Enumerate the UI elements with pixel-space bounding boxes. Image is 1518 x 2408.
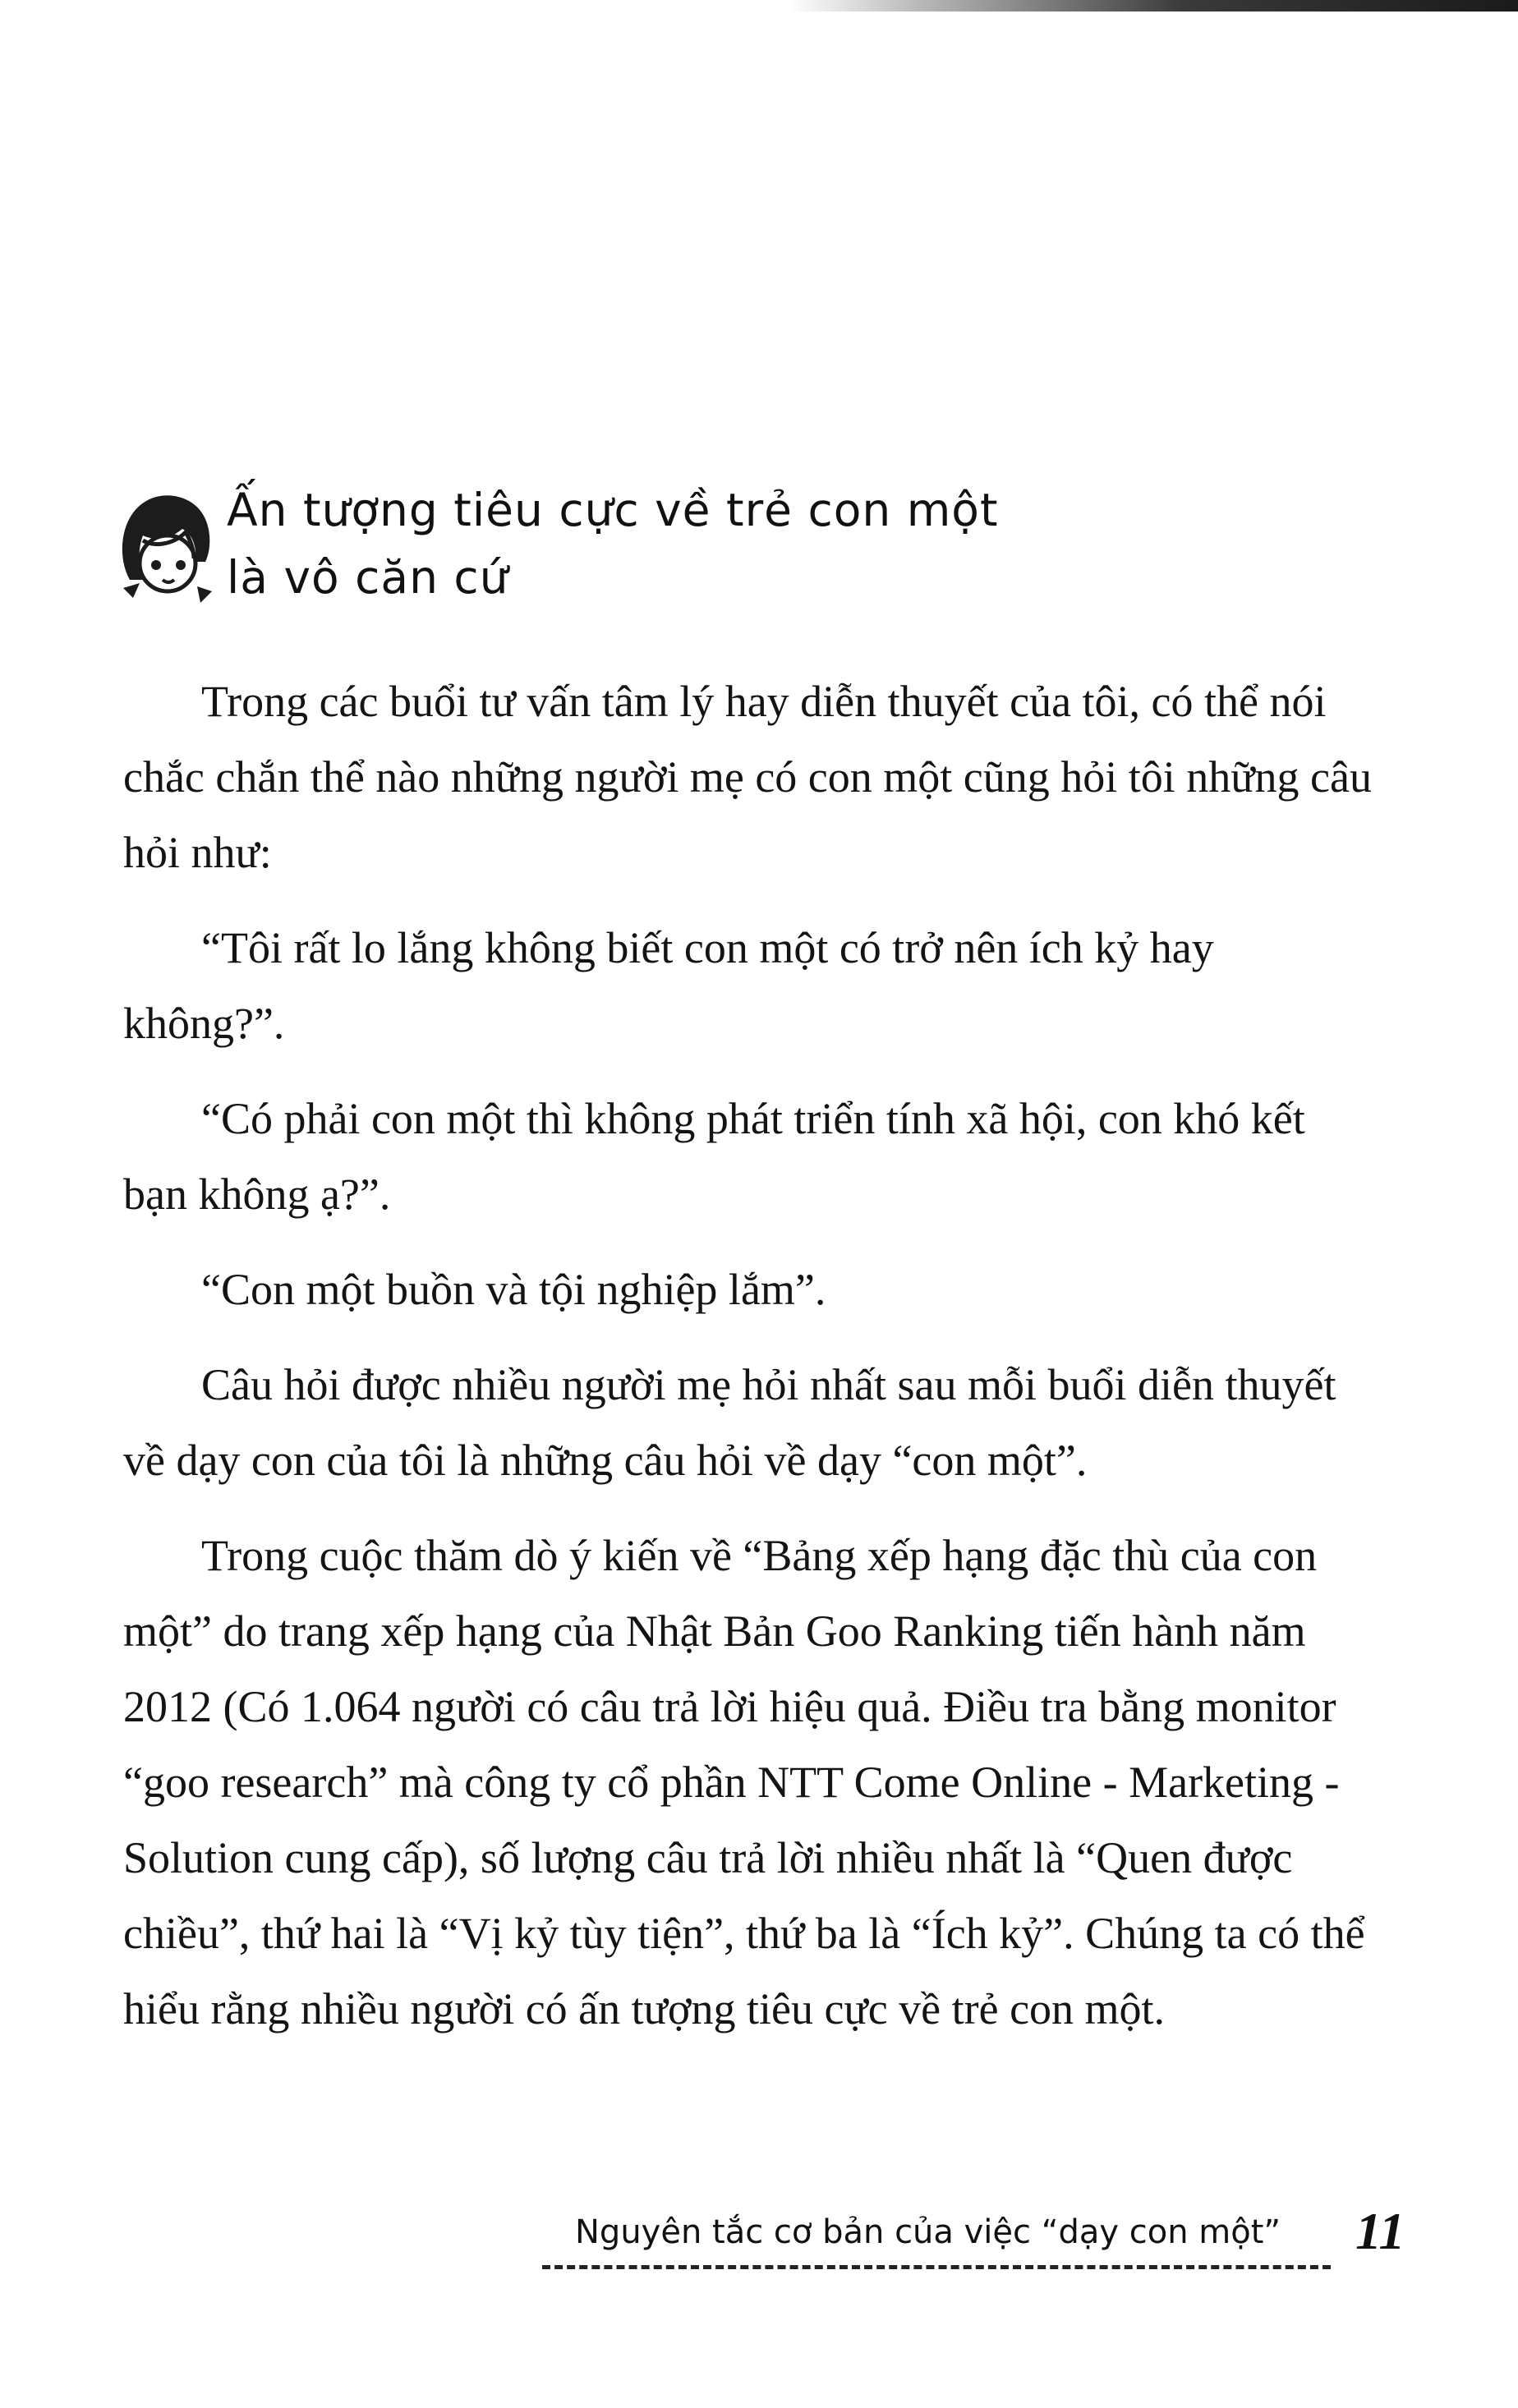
body-text: [123, 664, 1372, 2047]
heading-line-2: là vô căn cứ: [227, 551, 509, 604]
page-top-edge: [0, 0, 1518, 11]
running-footer-title: Nguyên tắc cơ bản của việc “dạy con một”: [575, 2213, 1281, 2251]
footer-dashed-line: [542, 2265, 1331, 2269]
heading-title: [227, 476, 999, 611]
paragraph-6: Trong cuộc thăm dò ý kiến về “Bảng xếp hạng đặc thù của con một” do trang xếp hạng của Nhật Bản Goo Ranking tiến hành năm 2012 (Có 1.064 người có câu trả lời hiệu quả. Điều tra bằng monitor “goo research” mà công ty cổ phần NTT Come Online - Marketing - Solution cung cấp), số lượng câu trả lời nhiều nhất là “Quen được chiều”, thứ hai là “Vị kỷ tùy tiện”, thứ ba là “Ích kỷ”. Chúng ta có thể hiểu rằng nhiều người có ấn tượng tiêu cực về trẻ con một.: [123, 1531, 1365, 2033]
page-number: 11: [1355, 2202, 1405, 2260]
page-footer: [542, 2202, 1405, 2265]
paragraph-2: “Tôi rất lo lắng không biết con một có trở nên ích kỷ hay không?”.: [123, 923, 1214, 1048]
paragraph-1: Trong các buổi tư vấn tâm lý hay diễn thuyết của tôi, có thể nói chắc chắn thể nào những người mẹ có con một cũng hỏi tôi những câu hỏi như:: [123, 677, 1372, 877]
girl-face-icon: [115, 483, 214, 606]
paragraph-3: “Có phải con một thì không phát triển tính xã hội, con khó kết bạn không ạ?”.: [123, 1094, 1305, 1219]
paragraph-5: Câu hỏi được nhiều người mẹ hỏi nhất sau mỗi buổi diễn thuyết về dạy con của tôi là những câu hỏi về dạy “con một”.: [123, 1360, 1336, 1485]
paragraph-4: “Con một buồn và tội nghiệp lắm”.: [201, 1265, 826, 1314]
heading-line-1: Ấn tượng tiêu cực về trẻ con một: [227, 484, 999, 536]
